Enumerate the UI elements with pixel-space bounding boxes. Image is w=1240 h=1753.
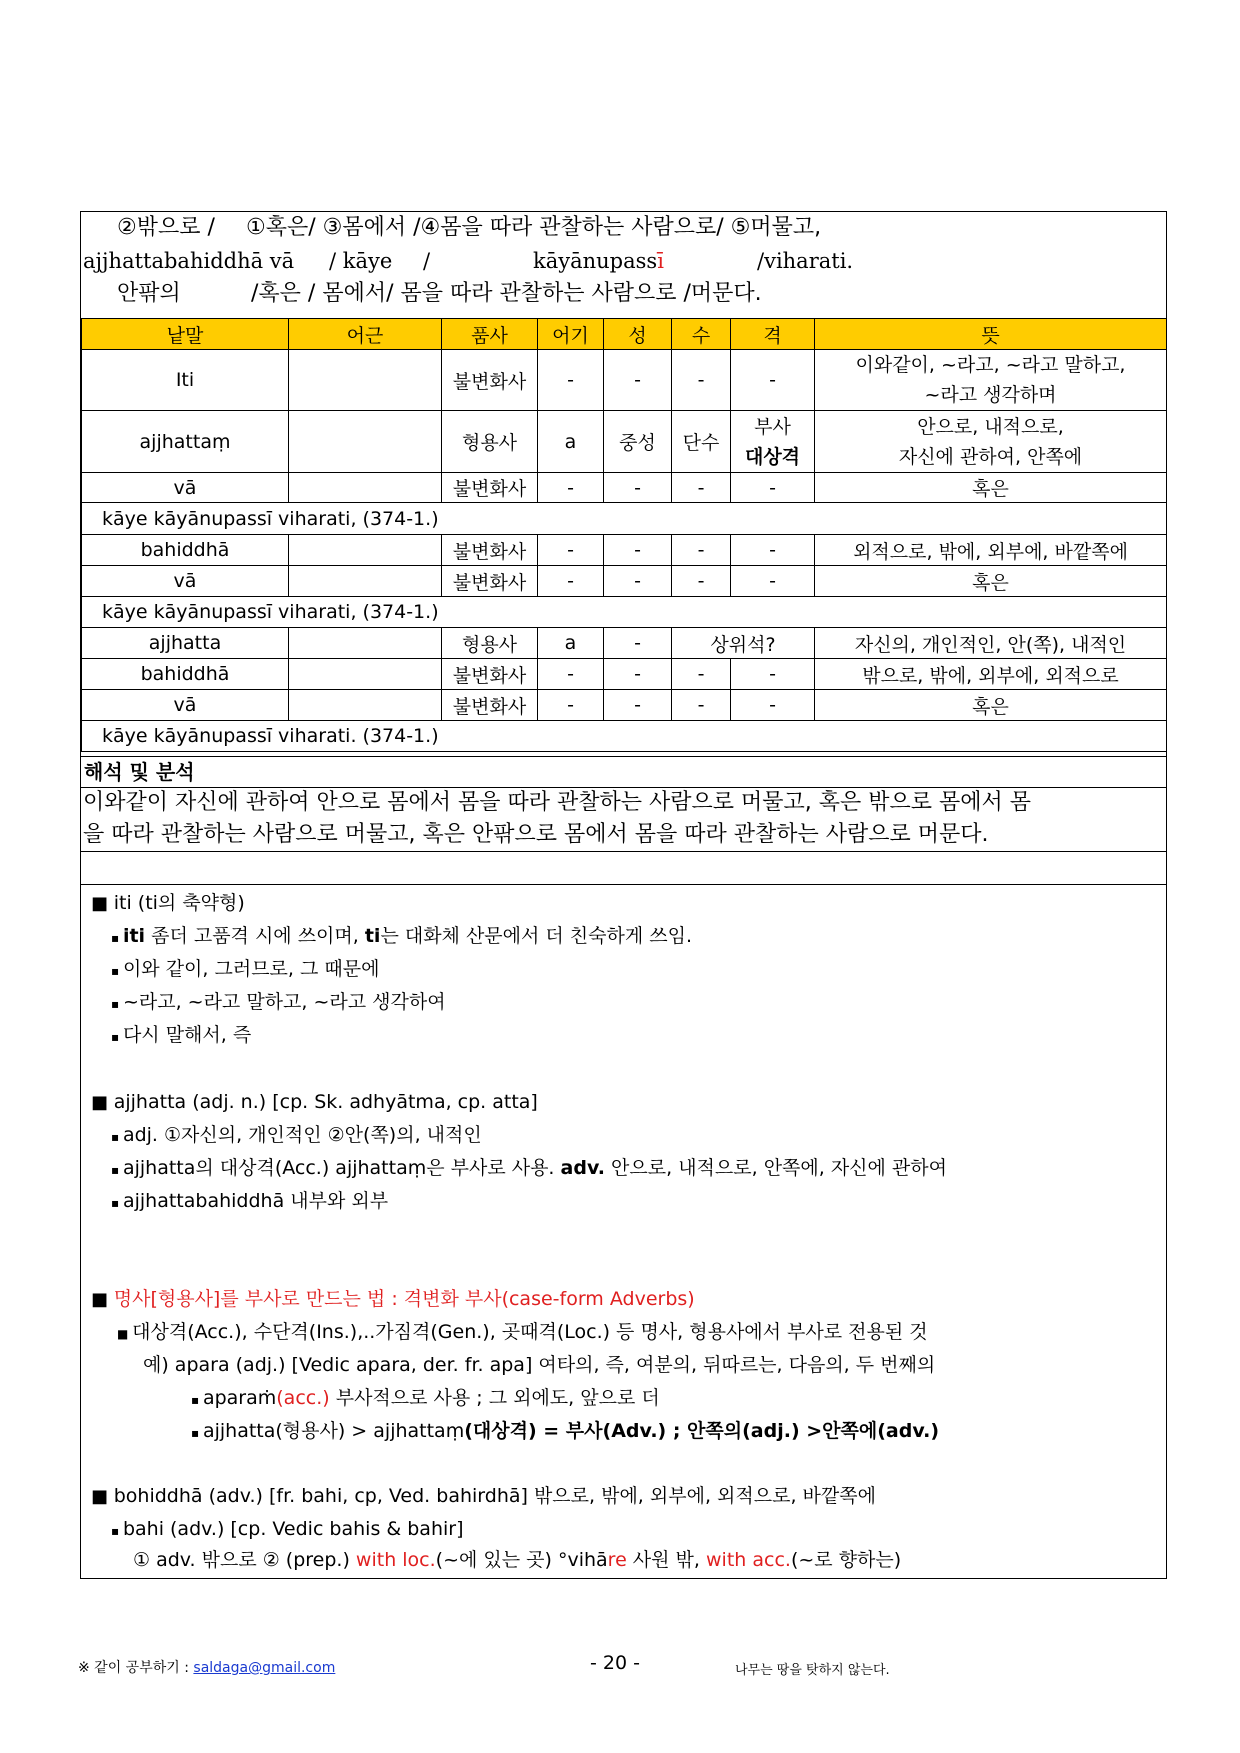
- header-line-3: [81, 278, 1166, 310]
- pali-slash: /: [423, 249, 431, 273]
- table-row: [82, 690, 1167, 721]
- cell-word: vā: [82, 473, 289, 503]
- note-text: ajjhattabahiddhā 내부와 외부: [122, 1190, 389, 1212]
- note-bullet: [111, 1122, 482, 1148]
- note-text: bahi (adv.) [cp. Vedic bahis & bahir]: [122, 1518, 464, 1540]
- cell-word: vā: [82, 690, 289, 721]
- header-line-1-part-b: ①혹은/ ③몸에서 /④몸을 따라 관찰하는 사람으로/ ⑤머물고,: [246, 215, 822, 240]
- cell-full: kāye kāyānupassī viharati. (374-1.): [82, 721, 1167, 752]
- header-line-3-part-a: 안팎의: [117, 281, 181, 306]
- analysis-title-box: [81, 756, 1166, 788]
- header-line-1: [81, 212, 1166, 244]
- note-text: (~에 있는 곳) °vihā: [435, 1549, 608, 1571]
- col-header-number: 수: [672, 319, 731, 350]
- small-bullet-icon: ▪: [111, 1524, 123, 1538]
- cell-word: vā: [82, 566, 289, 597]
- square-bullet-icon: ■: [91, 1486, 114, 1507]
- table-row: [82, 350, 1167, 411]
- cell-gender: -: [604, 690, 672, 721]
- cell-number: -: [672, 690, 731, 721]
- table-row: [82, 659, 1167, 690]
- cell-gender: -: [604, 350, 672, 411]
- table-row: [82, 411, 1167, 473]
- cell-case: -: [731, 350, 815, 411]
- note-bohiddha-heading: [91, 1483, 876, 1509]
- meaning-line-1: 이와같이, ~라고, ~라고 말하고,: [855, 354, 1126, 376]
- note-red: with acc.: [706, 1549, 791, 1571]
- note-bullet: [117, 1319, 928, 1345]
- footer-prefix: ※ 같이 공부하기 :: [78, 1660, 194, 1676]
- square-bullet-icon: ■: [91, 1092, 114, 1113]
- cell-case: -: [731, 659, 815, 690]
- note-text: iti (ti의 축약형): [113, 892, 245, 914]
- cell-number: -: [672, 473, 731, 503]
- note-example: [143, 1352, 935, 1378]
- table-row: [82, 535, 1167, 566]
- cell-number: -: [672, 350, 731, 411]
- pali-viharati: /viharati.: [757, 249, 854, 273]
- cell-pos: 형용사: [442, 411, 538, 473]
- cell-stem: -: [538, 535, 604, 566]
- header-line-3-part-b: /혹은 / 몸에서/ 몸을 따라 관찰하는 사람으로 /머문다.: [251, 281, 762, 306]
- col-header-meaning: 뜻: [815, 319, 1167, 350]
- cell-stem: -: [538, 690, 604, 721]
- square-bullet-icon: ■: [117, 1327, 133, 1341]
- blank-row: [81, 851, 1166, 885]
- square-bullet-icon: ■: [91, 1289, 114, 1310]
- note-text: ~라고, ~라고 말하고, ~라고 생각하여: [122, 991, 446, 1013]
- cell-root: [289, 566, 442, 597]
- header-line-2: [81, 245, 1166, 277]
- cell-stem: a: [538, 628, 604, 659]
- cell-root: [289, 411, 442, 473]
- cell-stem: a: [538, 411, 604, 473]
- analysis-title: 해석 및 분석: [84, 760, 195, 784]
- col-header-stem: 어기: [538, 319, 604, 350]
- footer-left: [78, 1657, 335, 1677]
- small-bullet-icon: ▪: [191, 1393, 203, 1407]
- note-iti-heading: [91, 890, 245, 916]
- meaning-line-1: 안으로, 내적으로,: [917, 415, 1064, 438]
- cell-stem: -: [538, 659, 604, 690]
- note-bullet: [191, 1418, 939, 1444]
- cell-root: [289, 628, 442, 659]
- footer-email-link[interactable]: saldaga@gmail.com: [193, 1660, 336, 1676]
- cell-number: 단수: [672, 411, 731, 473]
- analysis-text-box: [81, 787, 1166, 851]
- cell-word: bahiddhā: [82, 659, 289, 690]
- pali-ajjhattabahiddha-va: ajjhattabahiddhā vā: [83, 249, 295, 273]
- cell-meaning: [815, 411, 1167, 473]
- note-text: 대상격(Acc.), 수단격(Ins.),..가짐격(Gen.), 곳때격(Loc.) 등 명사, 형용사에서 부사로 전용된 것: [132, 1321, 928, 1343]
- table-header-row: [82, 319, 1167, 350]
- note-bullet: [111, 1188, 388, 1214]
- cell-number-case: 상위석?: [672, 628, 815, 659]
- note-red: (acc.): [276, 1387, 330, 1409]
- pali-kayanupassi: [533, 245, 664, 277]
- cell-word: bahiddhā: [82, 535, 289, 566]
- small-bullet-icon: ▪: [111, 1030, 123, 1044]
- cell-meaning: 혹은: [815, 566, 1167, 597]
- case-line-2: 대상격: [744, 445, 801, 468]
- cell-word: ajjhattaṃ: [82, 411, 289, 473]
- header-line-1-part-a: ②밖으로 /: [117, 215, 215, 240]
- note-bullet: [111, 1022, 251, 1048]
- cell-case: -: [731, 535, 815, 566]
- cell-root: [289, 690, 442, 721]
- note-bullet: [111, 989, 446, 1015]
- cell-pos: 불변화사: [442, 350, 538, 411]
- note-text: ajjhatta(형용사) > ajjhattaṃ: [202, 1420, 465, 1442]
- table-row: [82, 628, 1167, 659]
- note-text: 좀더 고품격 시에 쓰이며,: [145, 925, 365, 947]
- cell-gender: -: [604, 659, 672, 690]
- note-bold: adv.: [560, 1157, 606, 1179]
- page-number: - 20 -: [590, 1652, 640, 1674]
- cell-meaning: 외적으로, 밖에, 외부에, 바깥쪽에: [815, 535, 1167, 566]
- cell-pos: 형용사: [442, 628, 538, 659]
- cell-meaning: 자신의, 개인적인, 안(쪽), 내적인: [815, 628, 1167, 659]
- cell-pos: 불변화사: [442, 659, 538, 690]
- note-bold: iti: [122, 925, 146, 947]
- vocab-table: [81, 318, 1167, 752]
- table-row-full: [82, 721, 1167, 752]
- cell-gender: -: [604, 628, 672, 659]
- cell-pos: 불변화사: [442, 535, 538, 566]
- note-bullet: [111, 956, 379, 982]
- cell-root: [289, 659, 442, 690]
- note-text: 부사적으로 사용 ; 그 외에도, 앞으로 더: [329, 1387, 660, 1409]
- cell-case: [731, 411, 815, 473]
- cell-full: kāye kāyānupassī viharati, (374-1.): [82, 597, 1167, 628]
- col-header-root: 어근: [289, 319, 442, 350]
- note-text: 는 대화체 산문에서 더 친숙하게 쓰임.: [380, 925, 693, 947]
- cell-stem: -: [538, 473, 604, 503]
- note-bold: ti: [364, 925, 381, 947]
- small-bullet-icon: ▪: [111, 1130, 123, 1144]
- small-bullet-icon: ▪: [111, 1196, 123, 1210]
- note-text: (~로 향하는): [790, 1549, 902, 1571]
- notes-section: [81, 883, 1166, 1579]
- cell-case: -: [731, 566, 815, 597]
- cell-gender: -: [604, 566, 672, 597]
- cell-root: [289, 473, 442, 503]
- note-bold: (대상격) = 부사(Adv.) ; 안쪽의(adj.) >안쪽에(adv.): [464, 1420, 940, 1442]
- cell-full: kāye kāyānupassī viharati, (374-1.): [82, 503, 1167, 535]
- note-text: aparaṁ: [202, 1387, 277, 1409]
- col-header-gender: 성: [604, 319, 672, 350]
- cell-number: -: [672, 659, 731, 690]
- cell-meaning: 혹은: [815, 690, 1167, 721]
- table-row-full: [82, 503, 1167, 535]
- cell-pos: 불변화사: [442, 473, 538, 503]
- pali-kayanupass-text: kāyānupass: [533, 249, 658, 273]
- cell-case: -: [731, 690, 815, 721]
- cell-gender: -: [604, 535, 672, 566]
- note-text: adj. ①자신의, 개인적인 ②안(쪽)의, 내적인: [122, 1124, 482, 1146]
- case-line-1: 부사: [754, 415, 791, 438]
- cell-gender: -: [604, 473, 672, 503]
- col-header-word: 낱말: [82, 319, 289, 350]
- note-line: [133, 1547, 901, 1573]
- note-ajjhatta-heading: [91, 1089, 538, 1115]
- cell-meaning: 밖으로, 밖에, 외부에, 외적으로: [815, 659, 1167, 690]
- table-row-full: [82, 597, 1167, 628]
- pali-kaye: / kāye: [329, 249, 393, 273]
- cell-word: Iti: [82, 350, 289, 411]
- note-text: ① adv. 밖으로 ② (prep.): [133, 1549, 356, 1571]
- cell-number: -: [672, 535, 731, 566]
- cell-gender: 중성: [604, 411, 672, 473]
- note-bullet: [111, 923, 692, 949]
- note-text: 사원 밖,: [626, 1549, 706, 1571]
- small-bullet-icon: ▪: [111, 1163, 123, 1177]
- cell-word: ajjhatta: [82, 628, 289, 659]
- cell-pos: 불변화사: [442, 566, 538, 597]
- note-text: 예) apara (adj.) [Vedic apara, der. fr. apa] 여타의, 즉, 여분의, 뒤따르는, 다음의, 두 번째의: [143, 1354, 936, 1376]
- cell-root: [289, 535, 442, 566]
- note-text: 안으로, 내적으로, 안쪽에, 자신에 관하여: [605, 1157, 947, 1179]
- col-header-case: 격: [731, 319, 815, 350]
- note-text: 명사[형용사]를 부사로 만드는 법 : 격변화 부사(case-form Adverbs): [113, 1288, 695, 1310]
- note-bullet: [111, 1516, 464, 1542]
- meaning-line-2: ~라고 생각하며: [924, 384, 1057, 406]
- note-red: re: [607, 1549, 627, 1571]
- cell-number: -: [672, 566, 731, 597]
- content-frame: [80, 211, 1167, 1579]
- analysis-line-1: 이와같이 자신에 관하여 안으로 몸에서 몸을 따라 관찰하는 사람으로 머물고, 혹은 밖으로 몸에서 몸: [83, 790, 1031, 815]
- footer-motto: 나무는 땅을 탓하지 않는다.: [735, 1663, 890, 1678]
- note-text: 이와 같이, 그러므로, 그 때문에: [122, 958, 380, 980]
- note-text: ajjhatta (adj. n.) [cp. Sk. adhyātma, cp. atta]: [113, 1091, 538, 1113]
- note-case-heading: [91, 1286, 695, 1312]
- note-red: with loc.: [355, 1549, 436, 1571]
- small-bullet-icon: ▪: [111, 931, 123, 945]
- cell-stem: -: [538, 350, 604, 411]
- pali-i-red: ī: [657, 249, 664, 273]
- cell-case: -: [731, 473, 815, 503]
- table-row: [82, 473, 1167, 503]
- note-text: bohiddhā (adv.) [fr. bahi, cp, Ved. bahirdhā] 밖으로, 밖에, 외부에, 외적으로, 바깥쪽에: [113, 1485, 876, 1507]
- analysis-line-2: 을 따라 관찰하는 사람으로 머물고, 혹은 안팎으로 몸에서 몸을 따라 관찰하는 사람으로 머문다.: [83, 822, 989, 847]
- cell-stem: -: [538, 566, 604, 597]
- small-bullet-icon: ▪: [191, 1426, 203, 1440]
- note-text: ajjhatta의 대상격(Acc.) ajjhattaṃ은 부사로 사용.: [122, 1157, 561, 1179]
- note-bullet: [111, 1155, 947, 1181]
- square-bullet-icon: ■: [91, 893, 114, 914]
- meaning-line-2: 자신에 관하여, 안쪽에: [898, 445, 1083, 468]
- cell-root: [289, 350, 442, 411]
- note-text: 다시 말해서, 즉: [122, 1024, 252, 1046]
- col-header-pos: 품사: [442, 319, 538, 350]
- small-bullet-icon: ▪: [111, 964, 123, 978]
- small-bullet-icon: ▪: [111, 997, 123, 1011]
- cell-meaning: 혹은: [815, 473, 1167, 503]
- cell-pos: 불변화사: [442, 690, 538, 721]
- table-row: [82, 566, 1167, 597]
- note-bullet: [191, 1385, 660, 1411]
- cell-meaning: [815, 350, 1167, 411]
